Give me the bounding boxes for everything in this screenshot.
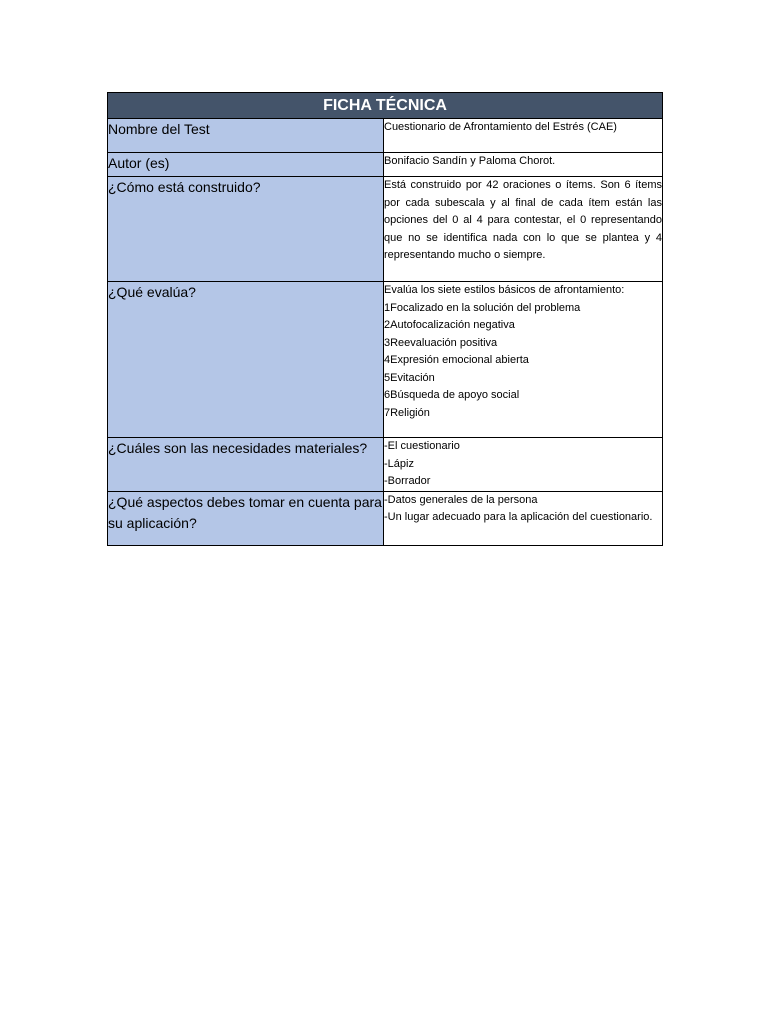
list-item: -Datos generales de la persona (384, 493, 538, 506)
list-item: -Borrador (384, 475, 431, 487)
list-item: 5Evitación (384, 371, 435, 384)
value-intro: Evalúa los siete estilos básicos de afrontamiento: (384, 284, 625, 296)
list-item: 2Autofocalización negativa (384, 319, 515, 331)
row-value-construccion (384, 177, 663, 282)
table-row (108, 491, 663, 545)
row-label-materiales: ¿Cuáles son las necesidades materiales? (108, 438, 384, 492)
row-label-autor: Autor (es) (108, 153, 384, 177)
row-value-materiales (384, 438, 663, 492)
list-item: -El cuestionario (384, 440, 460, 452)
list-item: -Lápiz (384, 457, 414, 470)
list-item: 6Búsqueda de apoyo social (384, 389, 520, 401)
row-label-construccion: ¿Cómo está construido? (108, 177, 384, 282)
row-label-nombre: Nombre del Test (108, 119, 384, 153)
table-title: FICHA TÉCNICA (108, 93, 663, 119)
title-row (108, 93, 663, 119)
row-value-evalua (384, 282, 663, 438)
list-item: 1Focalizado en la solución del problema (384, 301, 581, 314)
row-value-nombre (384, 119, 663, 153)
list-item: -Un lugar adecuado para la aplicación del cuestionario. (384, 511, 653, 523)
table-row (108, 438, 663, 492)
list-item: 7Religión (384, 406, 430, 419)
row-value-autor (384, 153, 663, 177)
row-label-aplicacion: ¿Qué aspectos debes tomar en cuenta para su aplicación? (108, 491, 384, 545)
table-row (108, 153, 663, 177)
table-row (108, 119, 663, 153)
list-item: 4Expresión emocional abierta (384, 354, 529, 366)
list-item: 3Reevaluación positiva (384, 336, 498, 349)
value-line: Bonifacio Sandín y Paloma Chorot. (384, 155, 556, 167)
value-paragraph: Está construido por 42 oraciones o ítems. Son 6 ítems por cada subescala y al final de cada ítem están las opciones del 0 al 4 para contestar, el 0 representando que no se identifica nada con lo que se plantea y 4 representando mucho o siempre. (384, 179, 662, 261)
table-row (108, 282, 663, 438)
table-row (108, 177, 663, 282)
ficha-tecnica-table (107, 92, 663, 546)
row-value-aplicacion (384, 491, 663, 545)
value-line: Cuestionario de Afrontamiento del Estrés (CAE) (384, 121, 617, 133)
row-label-evalua: ¿Qué evalúa? (108, 282, 384, 438)
